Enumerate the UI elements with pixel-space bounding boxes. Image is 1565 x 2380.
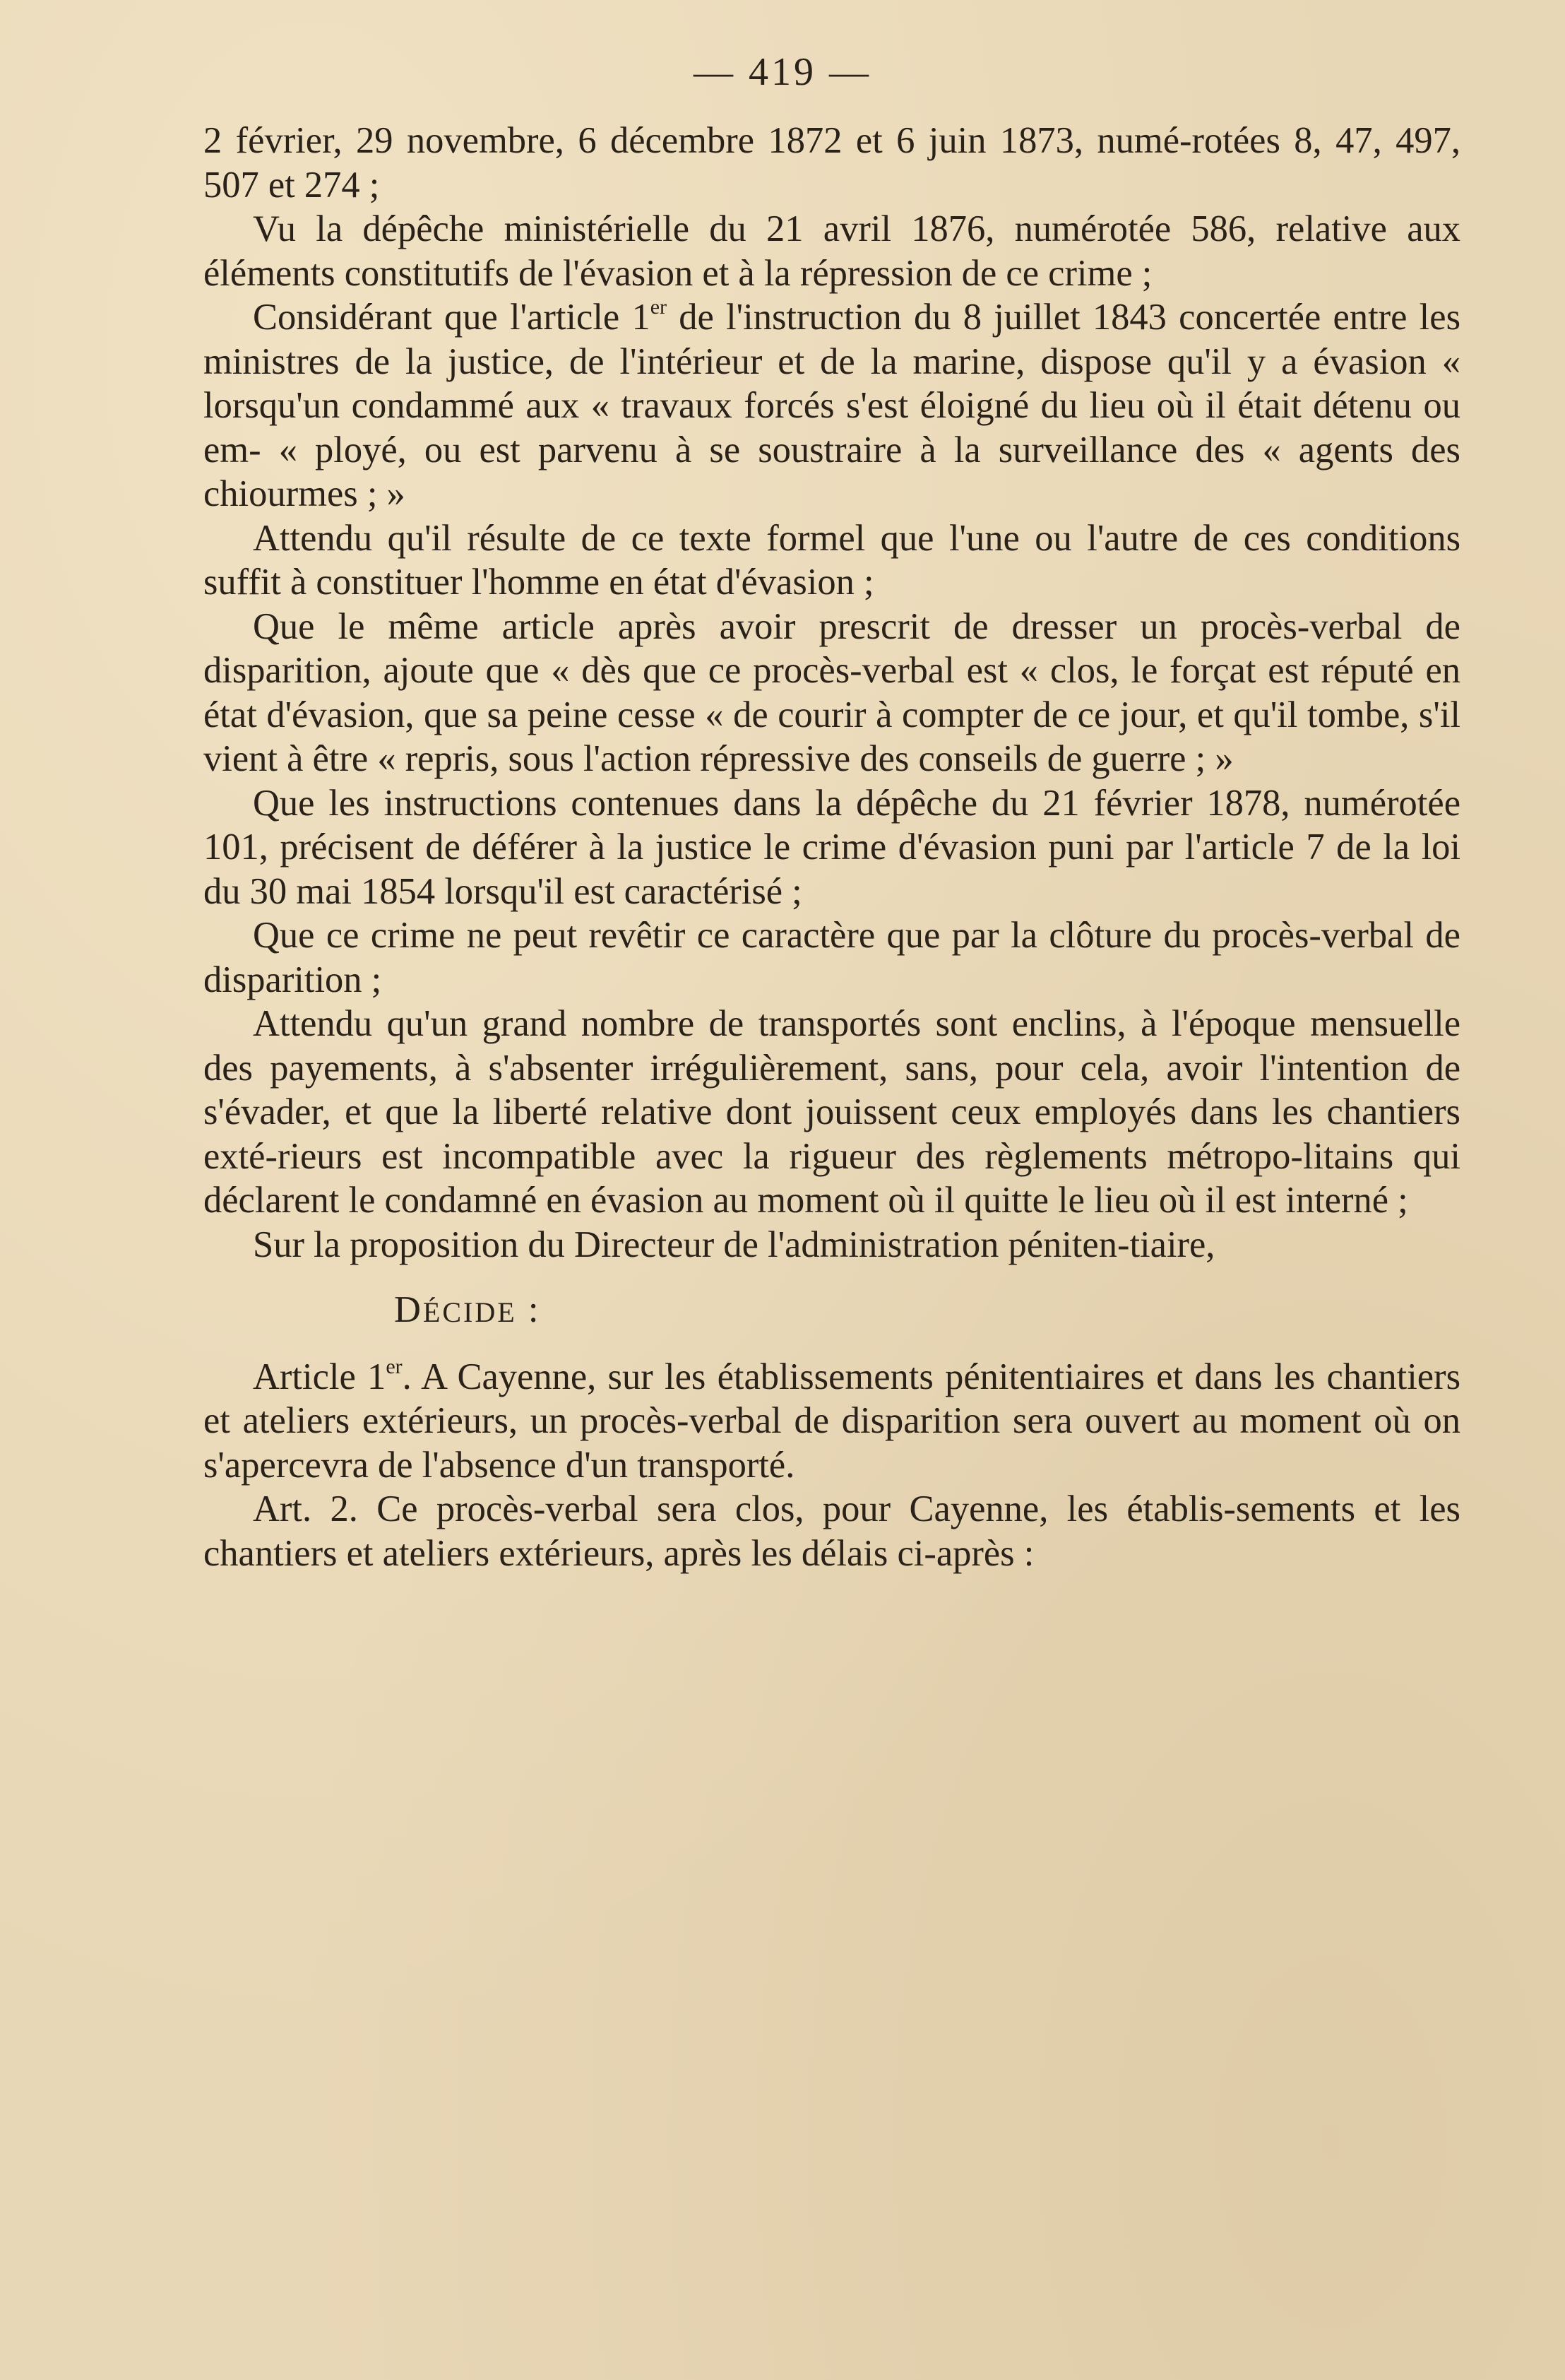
paragraph: Que le même article après avoir prescrit de dresser un procès-verbal de disparition, ajoute que « dès que ce procès-verbal est « clos, le forçat est réputé en état d'évasion, que sa peine cesse « de courir à compter de ce jour, et qu'il tombe, s'il vient à être « repris, sous l'action répressive des conseils de guerre ; » — [203, 605, 1460, 779]
paragraph: Vu la dépêche ministérielle du 21 avril 1876, numérotée 586, relative aux éléments constitutifs de l'évasion et à la répression de ce crime ; — [203, 208, 1460, 294]
decide-heading — [203, 1288, 1460, 1335]
body-text — [203, 119, 1460, 1575]
page-number: — 419 — — [694, 50, 871, 94]
decide-colon: : — [516, 1289, 541, 1330]
superscript: er — [386, 1354, 403, 1378]
superscript: er — [650, 295, 667, 319]
paragraph — [203, 295, 1460, 516]
paragraph: Attendu qu'un grand nombre de transportés sont enclins, à l'époque mensuelle des payements, à s'absenter irrégulièrement, sans, pour cela, avoir l'intention de s'évader, et que la liberté relative dont jouissent ceux employés dans les chantiers exté-rieurs est incompatible avec la rigueur des règlements métropo-litains qui déclarent le condamné en évasion au moment où il quitte le lieu où il est interné ; — [203, 1003, 1460, 1221]
decide-rest: ÉCIDE — [422, 1296, 517, 1328]
paragraph: Que les instructions contenues dans la dépêche du 21 février 1878, numérotée 101, précisent de déférer à la justice le crime d'évasion puni par l'article 7 de la loi du 30 mai 1854 lorsqu'il est caractérisé ; — [203, 782, 1460, 912]
paragraph: Attendu qu'il résulte de ce texte formel que l'une ou l'autre de ces conditions suffit à constituer l'homme en état d'évasion ; — [203, 517, 1460, 603]
article-text: . A Cayenne, sur les établissements pénitentiaires et dans les chantiers et ateliers extérieurs, un procès-verbal de disparition sera ouvert au moment où on s'apercevra de l'absence d'un transporté. — [203, 1356, 1460, 1486]
article-paragraph — [203, 1355, 1460, 1488]
paragraph: Que ce crime ne peut revêtir ce caractère que par la clôture du procès-verbal de disparition ; — [203, 915, 1460, 1000]
paragraph-text: Considérant que l'article 1 — [253, 297, 650, 338]
article-paragraph: Art. 2. Ce procès-verbal sera clos, pour Cayenne, les établis-sements et les chantiers et ateliers extérieurs, après les délais ci-après : — [203, 1488, 1460, 1574]
decide-initial: D — [394, 1289, 423, 1330]
paragraph: 2 février, 29 novembre, 6 décembre 1872 et 6 juin 1873, numé-rotées 8, 47, 497, 507 et 274 ; — [203, 120, 1460, 206]
paragraph-text: de l'instruction du 8 juillet 1843 concertée entre les ministres de la justice, de l'intérieur et de la marine, dispose qu'il y a évasion « lorsqu'un condammé aux « travaux forcés s'est éloigné du lieu où il était détenu ou em- « ployé, ou est parvenu à se soustraire à la surveillance des « agents des chiourmes ; » — [203, 297, 1461, 514]
article-text: Article 1 — [253, 1356, 386, 1397]
paragraph: Sur la proposition du Directeur de l'administration péniten-tiaire, — [253, 1224, 1215, 1265]
